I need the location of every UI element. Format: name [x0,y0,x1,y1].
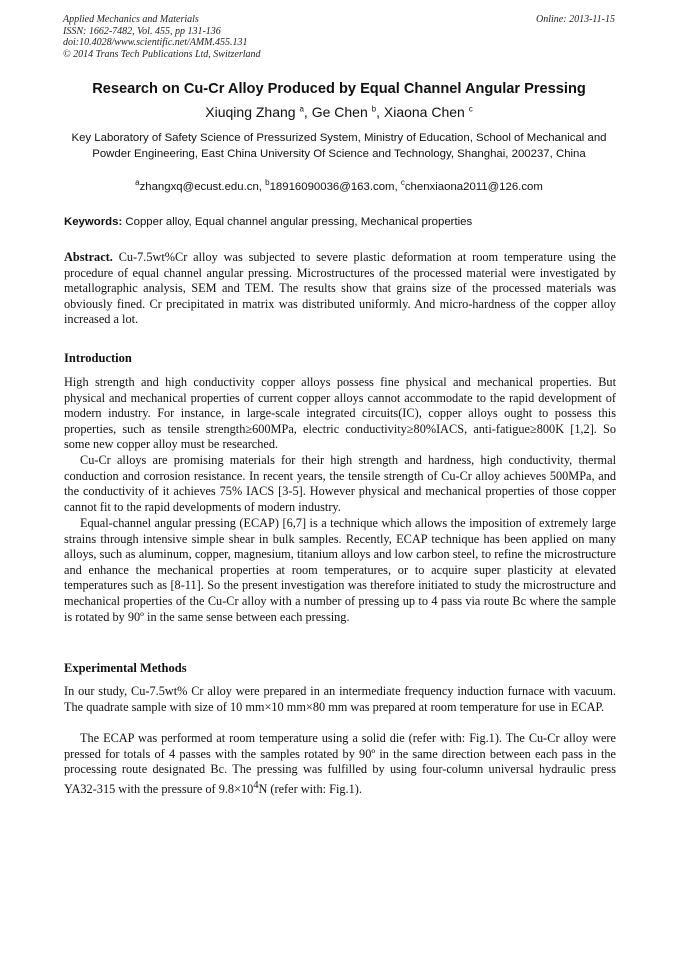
intro-paragraph-3: Equal-channel angular pressing (ECAP) [6,7] is a technique which allows the imposition of extremely large strains through intensive simple shear in bulk samples. Recently, ECAP technique has been applied on many alloys, such as aluminum, copper, magnesium, titanium alloys and low carbon steel, to refine the microstructure and enhance the mechanical properties at room temperatures, or to acquire super plasticity at elevated temperatures such as [8-11]. So the present investigation was therefore initiated to study the microstructure and mechanical properties of the Cu-Cr alloy with a number of pressing up to 4 pass via route Bc where the sample is rotated by 90º in the same sense between each pressing. [64,516,616,624]
email-marker: b [265,178,270,188]
abstract-text: Cu-7.5wt%Cr alloy was subjected to severe plastic deformation at room temperature using the procedure of equal channel angular pressing. Microstructures of the processed material were investigated by metallographic analysis, SEM and TEM. The results show that grains size of the processed materials was obviously fined. Cr precipitated in matrix was distributed uniformly. And micro-hardness of the copper alloy increased a lot. [64,250,616,327]
section-heading-introduction: Introduction [64,351,132,365]
email-address: 18916090036@163.com [269,181,395,193]
author-marker: b [371,104,377,114]
affiliation: Key Laboratory of Safety Science of Pressurized System, Ministry of Education, School of Mechanical and Powder Engineering, East China University Of Science and Technology, Shanghai, 200237, China [71,132,607,160]
intro-paragraph-1: High strength and high conductivity copper alloys possess fine physical and mechanical properties. But physical and mechanical properties of current copper alloys cannot accommodate to the rapid development of modern industry. For instance, in large-scale integrated circuits(IC), copper alloys ought to possess this properties, such as tensile strength≥600MPa, electric conductivity≥80%IACS, anti-fatigue≥800K [1,2]. So some new copper alloy must be researched. [64,375,616,452]
exponent: 4 [253,779,259,791]
methods-text: The ECAP was performed at room temperature using a solid die (refer with: Fig.1). The Cu-Cr alloy were pressed for totals of 4 passes with the samples rotated by 90º in the same direction between each pass in the processing route designated Bc. The pressing was fulfilled by using four-column universal hydraulic press YA32-315 with the pressure of 9.8×10 [64,731,616,796]
online-date: Online: 2013-11-15 [536,14,615,25]
section-heading-methods: Experimental Methods [64,661,187,675]
keywords-text: Copper alloy, Equal channel angular pressing, Mechanical properties [125,216,473,228]
email-marker: c [400,178,405,188]
author-marker: c [468,104,473,114]
email-marker: a [135,178,140,188]
author-separator: , [376,104,384,120]
author-marker: a [299,104,304,114]
paper-title: Research on Cu-Cr Alloy Produced by Equal Channel Angular Pressing [92,81,586,97]
methods-paragraph-2 [64,731,616,797]
author-list [40,104,638,120]
issn-line: ISSN: 1662-7482, Vol. 455, pp 131-136 [63,25,221,37]
journal-header [63,14,615,60]
intro-paragraph-2: Cu-Cr alloys are promising materials for their high strength and hardness, high conductivity, thermal conduction and corrosion resistance. In recent years, the tensile strength of Cu-Cr alloy achieves 500MPa, and the conductivity of it achieves 75% IACS [3-5]. However physical and mechanical properties of those copper cannot fit to the rapid developments of modern industry. [64,453,616,514]
keywords-line [64,216,616,228]
methods-paragraph-1: In our study, Cu-7.5wt% Cr alloy were prepared in an intermediate frequency induction furnace with vacuum. The quadrate sample with size of 10 mm×10 mm×80 mm was prepared at room temperature for use in ECAP. [64,684,616,714]
email-list: $^a$zhangxq@ecust.edu.cn, $^b$18916090036@163.com, $^c$chenxiaona2011@126.com [135,178,543,193]
abstract-label: Abstract. [64,250,113,264]
keywords-label: Keywords: [64,216,123,228]
email-address: zhangxq@ecust.edu.cn [139,181,259,193]
abstract [64,250,616,328]
author-name: Xiaona Chen [383,104,465,120]
doi-line: doi:10.4028/www.scientific.net/AMM.455.131 [63,37,248,48]
author-separator: , [303,104,312,120]
email-address: chenxiaona2011@126.com [404,181,543,193]
methods-text-end: N (refer with: Fig.1). [258,781,362,796]
journal-name: Applied Mechanics and Materials [63,14,199,25]
copyright-line: © 2014 Trans Tech Publications Ltd, Switzerland [63,48,261,60]
author-name: Xiuqing Zhang [205,104,296,120]
author-name: Ge Chen [311,104,368,120]
